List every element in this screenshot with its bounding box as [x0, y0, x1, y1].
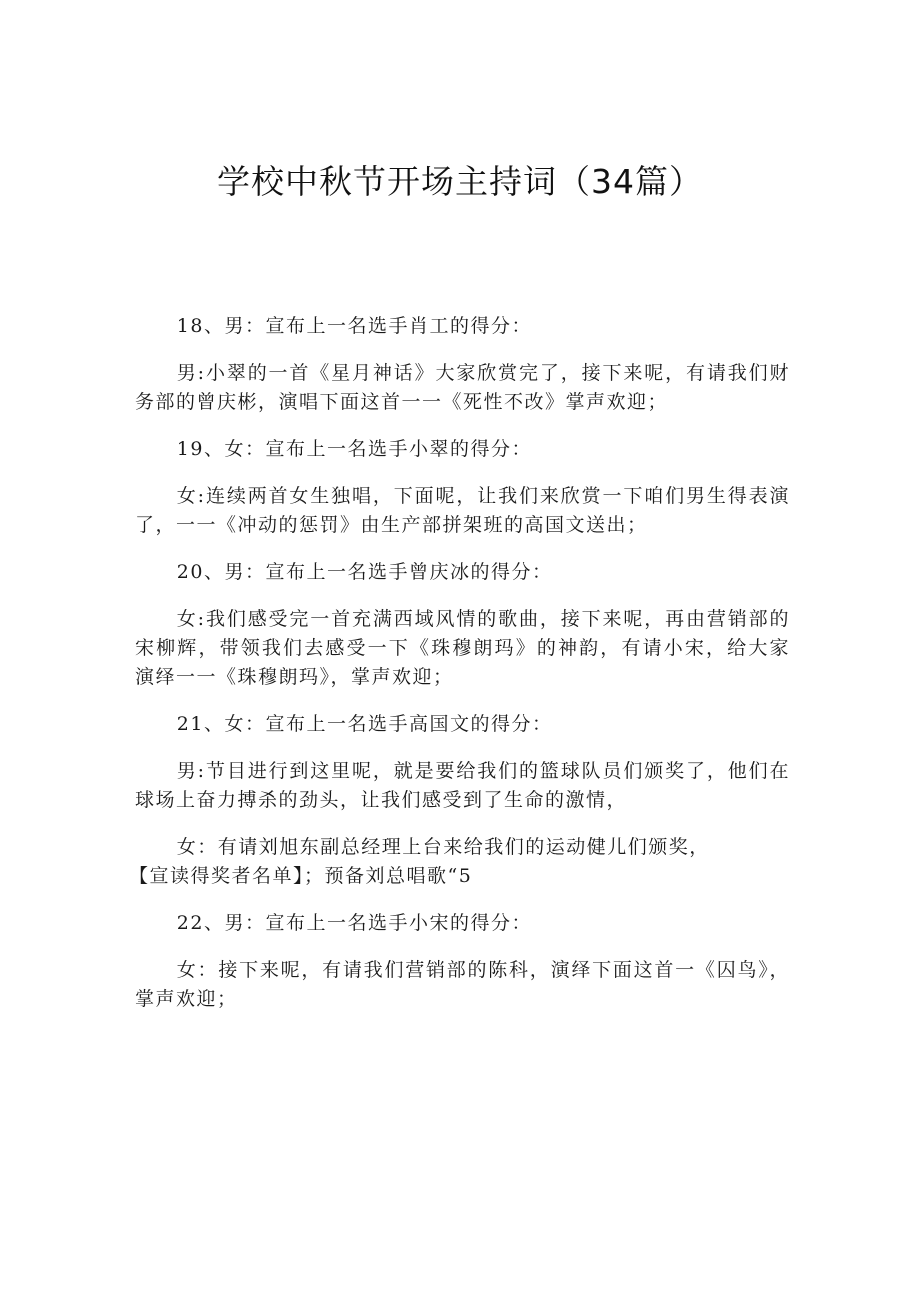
paragraph-award-note: 【宣读得奖者名单】；预备刘总唱歌“5 [129, 865, 473, 887]
paragraph-male-intro-2: 男:节目进行到这里呢，就是要给我们的篮球队员们颁奖了，他们在球场上奋力搏杀的劲头，让我们感受到了生命的激情， [135, 760, 790, 811]
paragraph-female-intro-3: 女：有请刘旭东副总经理上台来给我们的运动健儿们颁奖， [176, 836, 710, 858]
paragraph-19-announce: 19、女：宣布上一名选手小翠的得分： [176, 438, 532, 460]
paragraph-21-announce: 21、女：宣布上一名选手高国文的得分： [176, 713, 553, 735]
document-title: 学校中秋节开场主持词（34篇） [217, 162, 703, 201]
paragraph-18-announce: 18、男：宣布上一名选手肖工的得分： [176, 315, 532, 337]
document-body [129, 312, 790, 1032]
paragraph-female-intro-4: 女：接下来呢，有请我们营销部的陈科，演绎下面这首一《囚鸟》，掌声欢迎； [135, 959, 790, 1010]
paragraph-20-announce: 20、男：宣布上一名选手曾庆冰的得分： [176, 561, 553, 583]
paragraph-female-intro-2: 女:我们感受完一首充满西域风情的歌曲，接下来呢，再由营销部的宋柳辉，带领我们去感受一下《珠穆朗玛》的神韵，有请小宋，给大家演绎一一《珠穆朗玛》，掌声欢迎； [135, 608, 790, 688]
paragraph-male-intro-1: 男:小翠的一首《星月神话》大家欣赏完了，接下来呢，有请我们财务部的曾庆彬，演唱下面这首一一《死性不改》掌声欢迎； [135, 362, 790, 413]
paragraph-female-intro-1: 女:连续两首女生独唱，下面呢，让我们来欣赏一下咱们男生得表演了，一一《冲动的惩罚》由生产部拼架班的高国文送出； [135, 485, 790, 536]
paragraph-22-announce: 22、男：宣布上一名选手小宋的得分： [176, 912, 532, 934]
